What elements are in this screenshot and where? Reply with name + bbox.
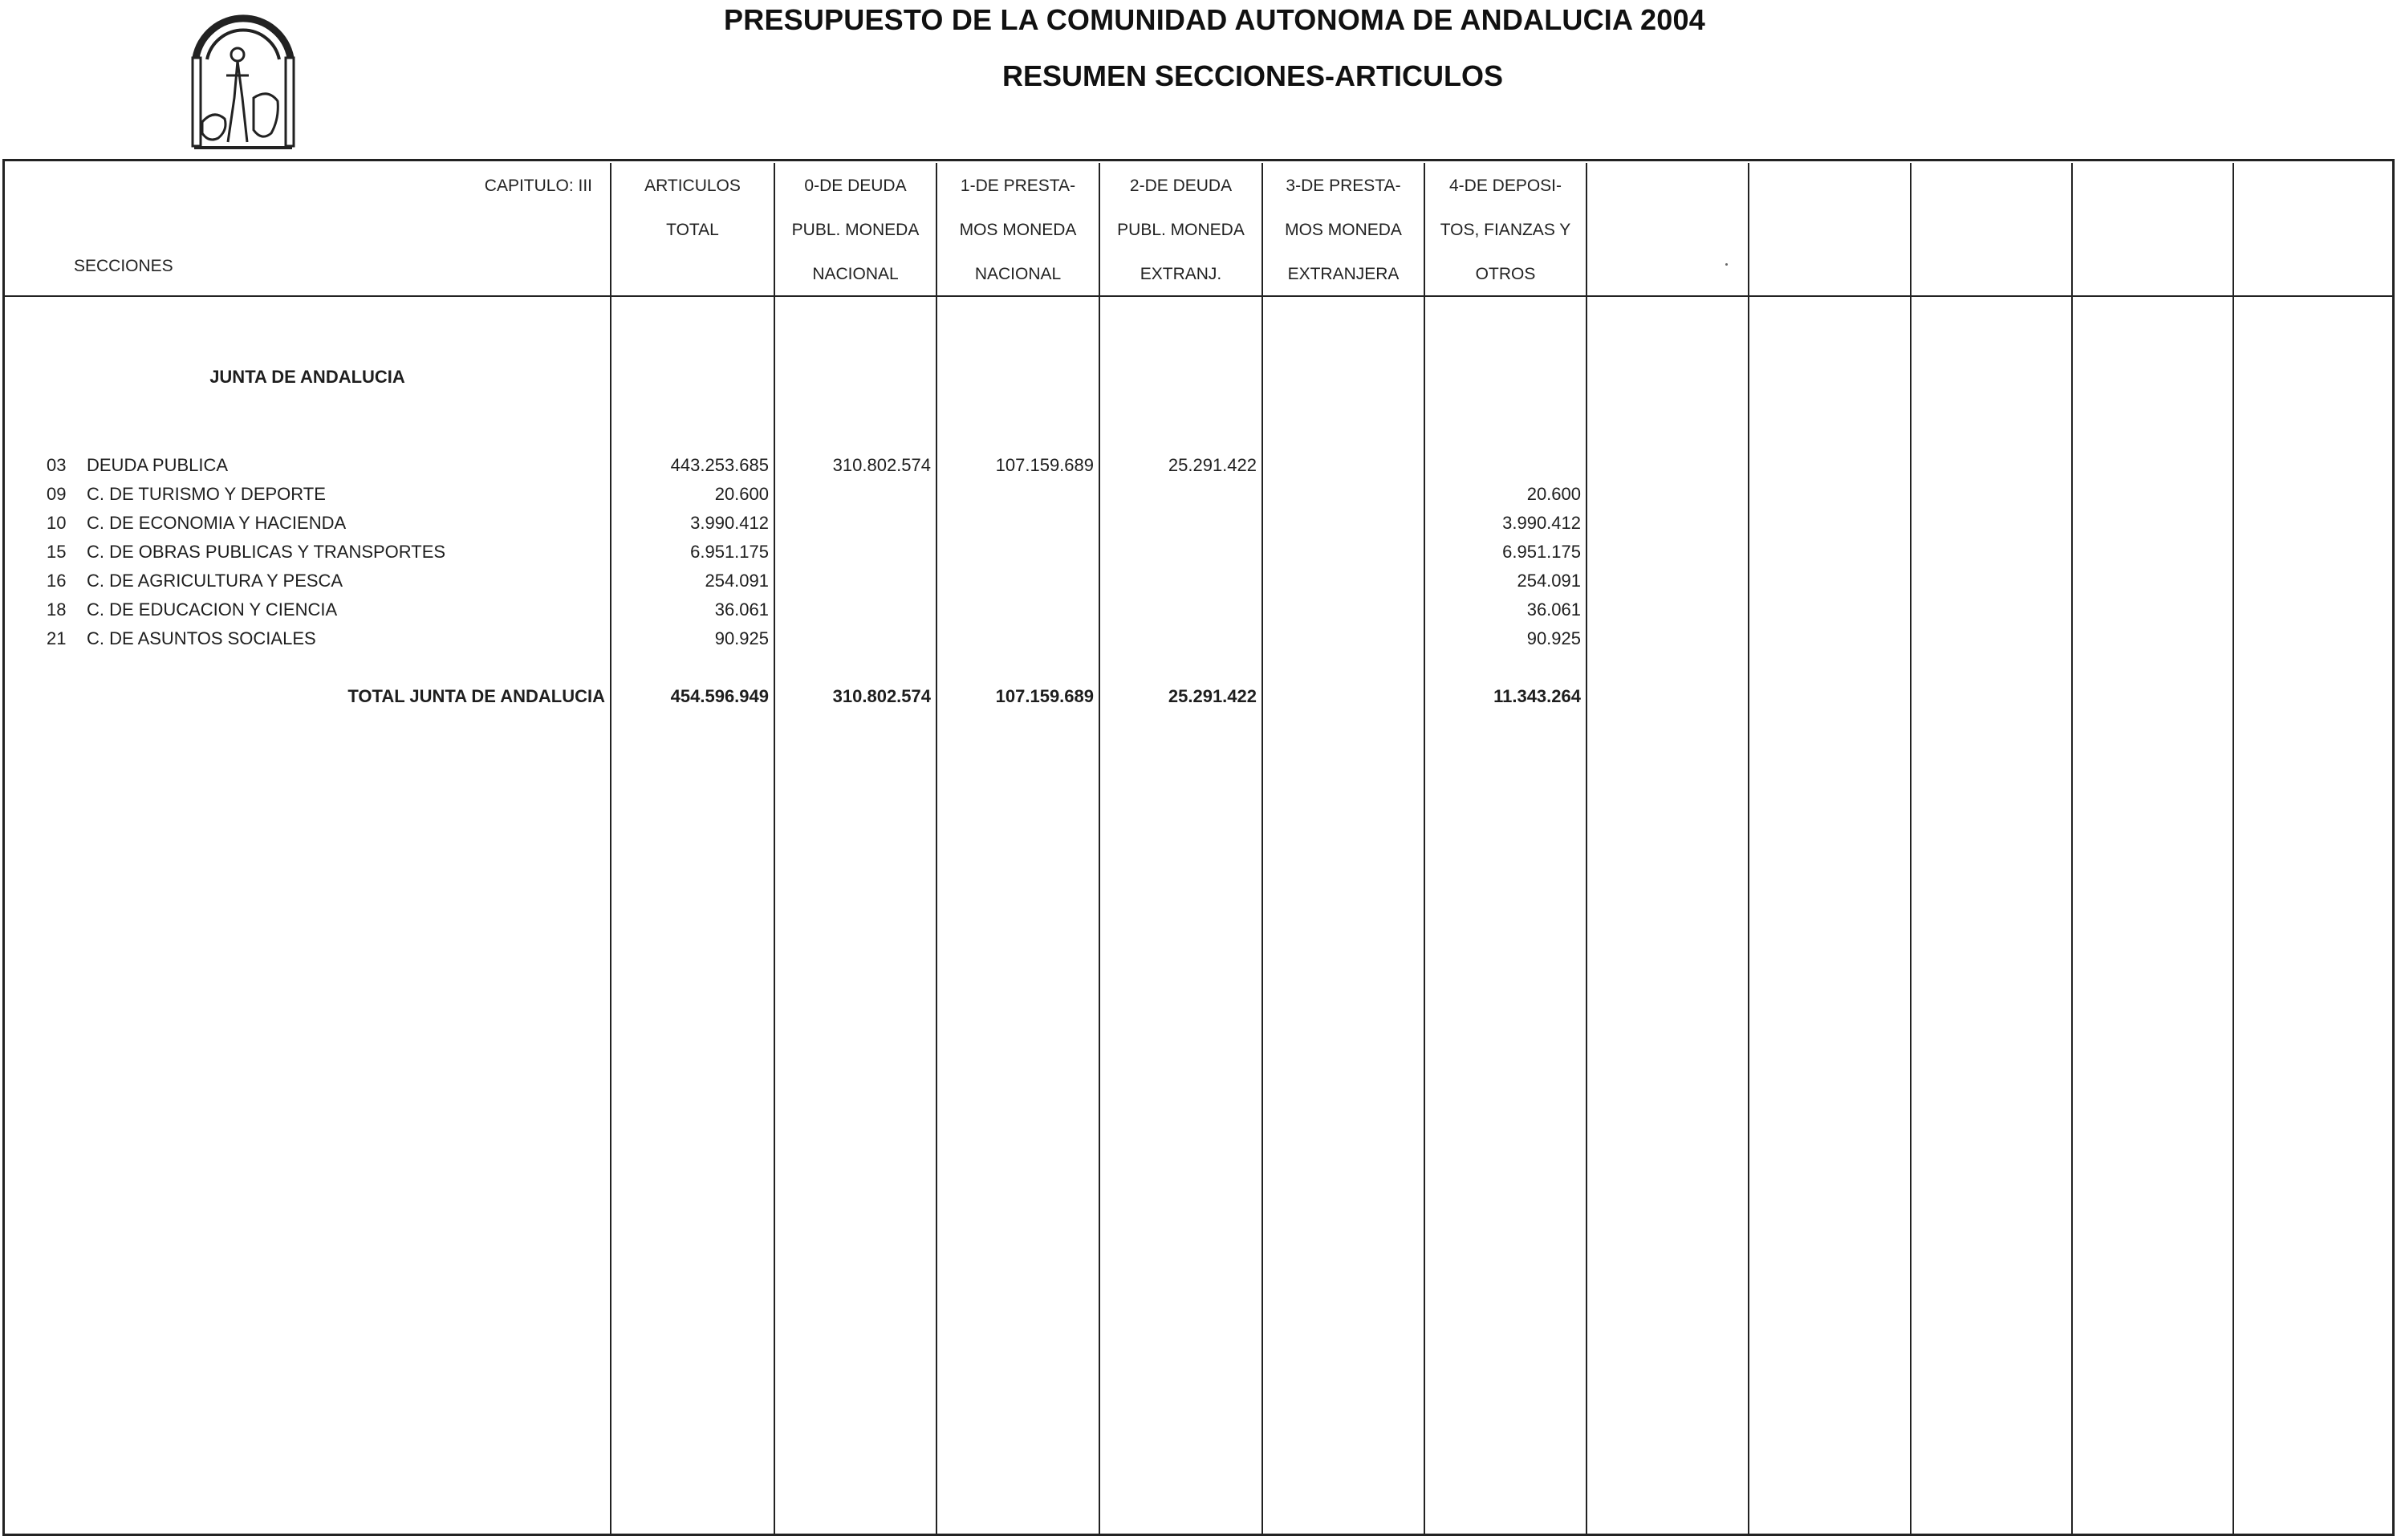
column-divider (1424, 163, 1425, 1534)
column-divider (774, 163, 775, 1534)
stray-mark (1725, 263, 1728, 266)
column-divider (1099, 163, 1100, 1534)
secciones-label: SECCIONES (74, 257, 173, 275)
column-divider (1910, 163, 1912, 1534)
column-divider (1748, 163, 1749, 1534)
column-divider (2071, 163, 2073, 1534)
column-divider (1261, 163, 1263, 1534)
document-title: PRESUPUESTO DE LA COMUNIDAD AUTONOMA DE ANDALUCIA 2004 (724, 3, 1705, 36)
group-title: JUNTA DE ANDALUCIA (209, 367, 405, 387)
column-divider (936, 163, 937, 1534)
column-divider (610, 163, 611, 1534)
capitulo-label: CAPITULO: III (484, 177, 592, 195)
column-divider (1586, 163, 1587, 1534)
column-divider (2232, 163, 2234, 1534)
document-subtitle: RESUMEN SECCIONES-ARTICULOS (1001, 59, 1504, 92)
